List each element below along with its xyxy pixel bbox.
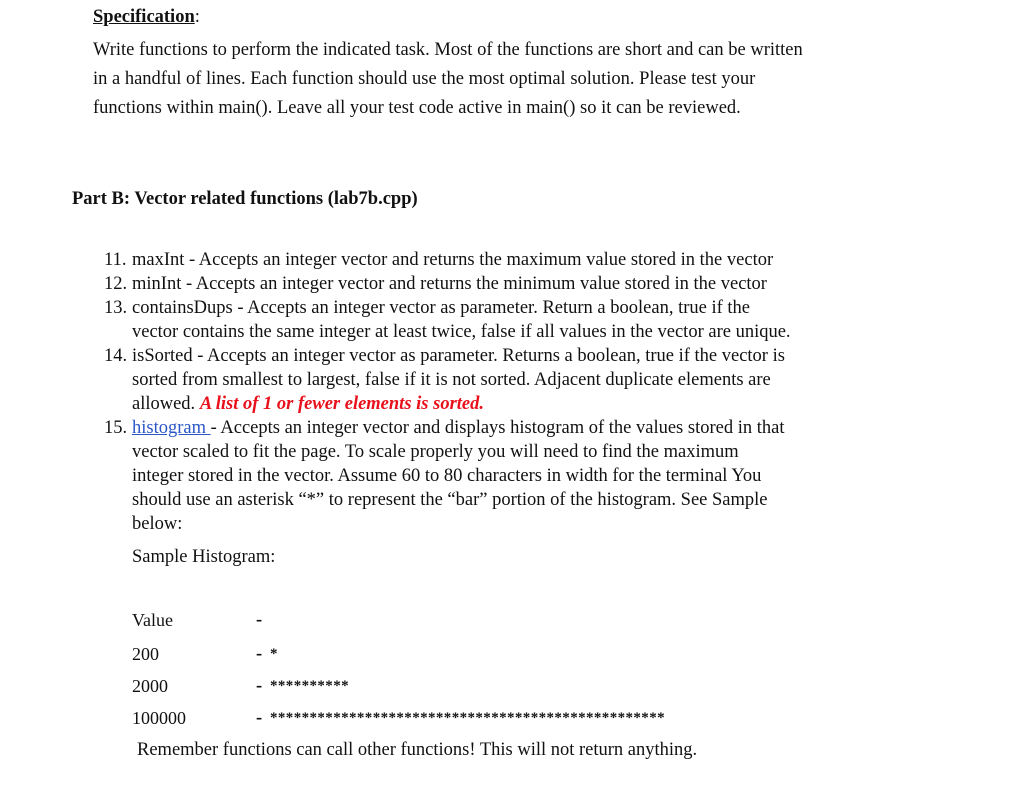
histogram-bar: * — [270, 646, 278, 662]
histogram-header: Value — [132, 610, 173, 630]
histogram-value: 2000 — [132, 676, 168, 696]
histogram-link[interactable]: histogram — [132, 418, 211, 438]
list-item: 14. isSorted - Accepts an integer vector as parameter. Returns a boolean, true if the vector is — [104, 346, 785, 366]
histogram-dash: - — [256, 644, 263, 664]
histogram-value: 100000 — [132, 708, 186, 728]
specification-heading: Specification: — [93, 7, 200, 27]
histogram-dash: - — [256, 676, 263, 696]
sample-heading: Sample Histogram: — [132, 547, 276, 567]
list-item: 15. histogram - Accepts an integer vector and displays histogram of the values stored in that — [104, 418, 785, 438]
part-b-heading: Part B: Vector related functions (lab7b.cpp) — [72, 189, 418, 209]
list-item: 12. minInt - Accepts an integer vector and returns the minimum value stored in the vector — [104, 274, 767, 294]
histogram-dash: - — [256, 610, 263, 630]
list-item: 11. maxInt - Accepts an integer vector and returns the maximum value stored in the vector — [104, 250, 774, 270]
list-item: 13. containsDups - Accepts an integer vector as parameter. Return a boolean, true if the — [104, 298, 750, 318]
list-item-cont: below: — [132, 514, 183, 534]
footer-note: Remember functions can call other functions! This will not return anything. — [137, 740, 698, 760]
sorted-note: A list of 1 or fewer elements is sorted. — [199, 394, 484, 414]
list-item-cont: sorted from smallest to largest, false if it is not sorted. Adjacent duplicate elements are — [132, 370, 771, 390]
spec-line: Write functions to perform the indicated task. Most of the functions are short and can be written — [93, 40, 803, 60]
list-item-cont: should use an asterisk “*” to represent the “bar” portion of the histogram. See Sample — [132, 490, 768, 510]
histogram-value: 200 — [132, 644, 159, 664]
histogram-bar: ************************************************** — [270, 710, 665, 726]
list-item-cont: vector contains the same integer at least twice, false if all values in the vector are unique. — [132, 322, 791, 342]
list-item-cont: allowed. A list of 1 or fewer elements is sorted. — [132, 394, 484, 414]
spec-line: functions within main(). Leave all your test code active in main() so it can be reviewed. — [93, 98, 741, 118]
histogram-bar: ********** — [270, 678, 349, 694]
list-item-cont: integer stored in the vector. Assume 60 to 80 characters in width for the terminal You — [132, 466, 762, 486]
histogram-dash: - — [256, 708, 263, 728]
spec-line: in a handful of lines. Each function should use the most optimal solution. Please test your — [93, 69, 756, 89]
list-item-cont: vector scaled to fit the page. To scale properly you will need to find the maximum — [132, 442, 739, 462]
